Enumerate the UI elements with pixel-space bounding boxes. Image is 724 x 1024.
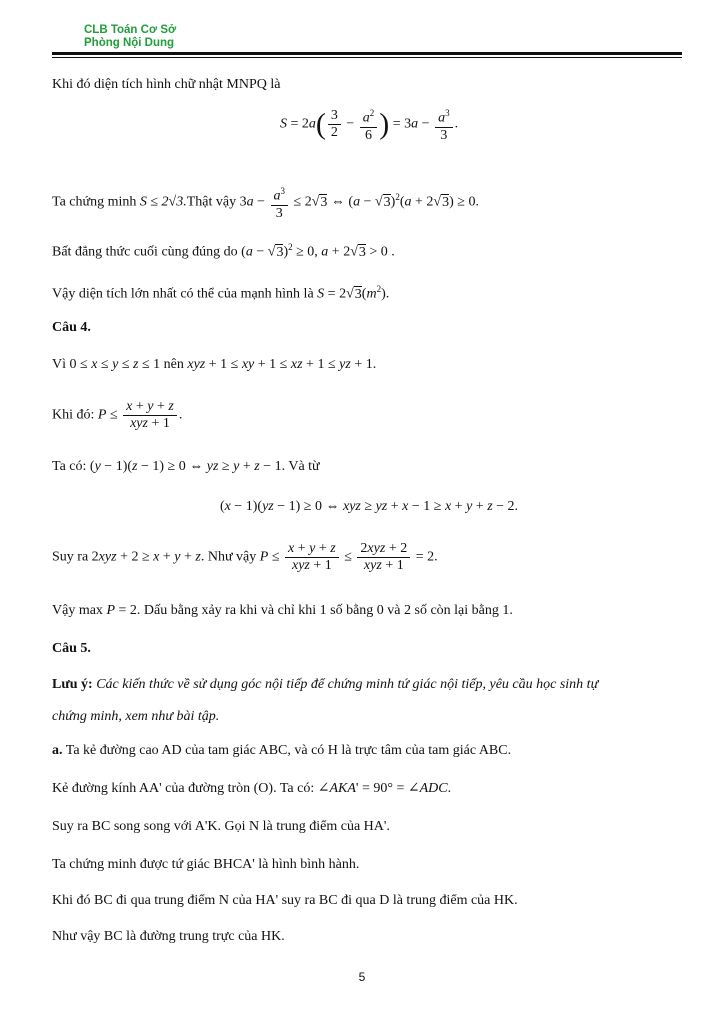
header-department: Phòng Nội Dung [84, 37, 175, 49]
heading-cau-5: Câu 5. [52, 641, 91, 656]
paragraph-inequality-true: Bất đẳng thức cuối cùng đúng do $(a - √3)^2 \ge 0$, a + 2√3 > 0 . [52, 242, 395, 260]
header-club-name: CLB Toán Cơ Sở [84, 24, 177, 36]
c4-line-conclusion: Vậy max P = 2. Dấu bằng xảy ra khi và chỉ khi 1 số bằng 0 và 2 số còn lại bằng 1. [52, 603, 513, 618]
note-line-1: Lưu ý: Các kiến thức về sử dụng góc nội tiếp để chứng minh tứ giác nội tiếp, yêu cầu học sinh tự [52, 677, 599, 692]
c4-formula-derivation: (x − 1)(yz − 1) ≥ 0 ⇔ xyz ≥ yz + x − 1 ≥ x + y + z − 2. [219, 499, 519, 514]
part-a-line-6: Như vậy BC là đường trung trực của HK. [52, 929, 285, 944]
page-number: 5 [358, 970, 366, 984]
part-a-line-2: Kẻ đường kính AA' của đường tròn (O). Ta có: ∠AKA' = 90° = ∠ADC. [52, 781, 452, 796]
c4-line-range: Vì 0 ≤ x ≤ y ≤ z ≤ 1 nên xyz + 1 ≤ xy + 1 ≤ xz + 1 ≤ yz + 1. [52, 357, 377, 372]
heading-cau-4: Câu 4. [52, 320, 91, 335]
formula-area: S = 2a( $\frac{3}{2}$ − $\frac{a^2}{6}$ ) = 3a − $\frac{a^3}{3}$ . [52, 105, 686, 144]
part-a-line-4: Ta chứng minh được tứ giác BHCA' là hình bình hành. [52, 857, 360, 872]
part-a-line-3: Suy ra BC song song với A'K. Gọi N là trung điểm của HA'. [52, 819, 390, 834]
part-a-line-5: Khi đó BC đi qua trung điểm N của HA' suy ra BC đi qua D là trung điểm của HK. [52, 893, 518, 908]
paragraph-max-area: Vậy diện tích lớn nhất có thể của mạnh hình là $S = 2√3(m^2)$. [52, 284, 390, 302]
c4-line-khi-do: Khi đó: P ≤ $\frac{x + y + z}{\text{xyz + 1}}$ . [52, 399, 183, 431]
paragraph-area-intro: Khi đó diện tích hình chữ nhật MNPQ là [52, 77, 281, 92]
c4-line-suy-ra: Suy ra 2xyz + 2 ≥ x + y + z. Như vậy P ≤ $\frac{x + y + z}{\text{xyz + 1}}$ ≤ $\frac{\text{2xyz + 2}}{\text{xyz + 1}}$ = 2. [52, 541, 438, 573]
header-rule-thick [52, 52, 682, 55]
c4-line-ta-co: Ta có: (y − 1)(z − 1) ≥ 0 ⇔ yz ≥ y + z − 1. Và từ [52, 459, 320, 474]
page-header [84, 24, 176, 50]
note-line-2: chứng minh, xem như bài tập. [52, 709, 220, 724]
part-a-line-1: a. Ta kẻ đường cao AD của tam giác ABC, và có H là trực tâm của tam giác ABC. [52, 743, 512, 758]
header-rule-thin [52, 57, 682, 58]
paragraph-prove-bound: Ta chứng minh S ≤ 2√3.Thật vậy 3a − $\frac{a^3}{3}$ ≤ 2√3 ⇔ $(a - √3)^2(a + 2√3) \ge 0$. [52, 183, 479, 222]
